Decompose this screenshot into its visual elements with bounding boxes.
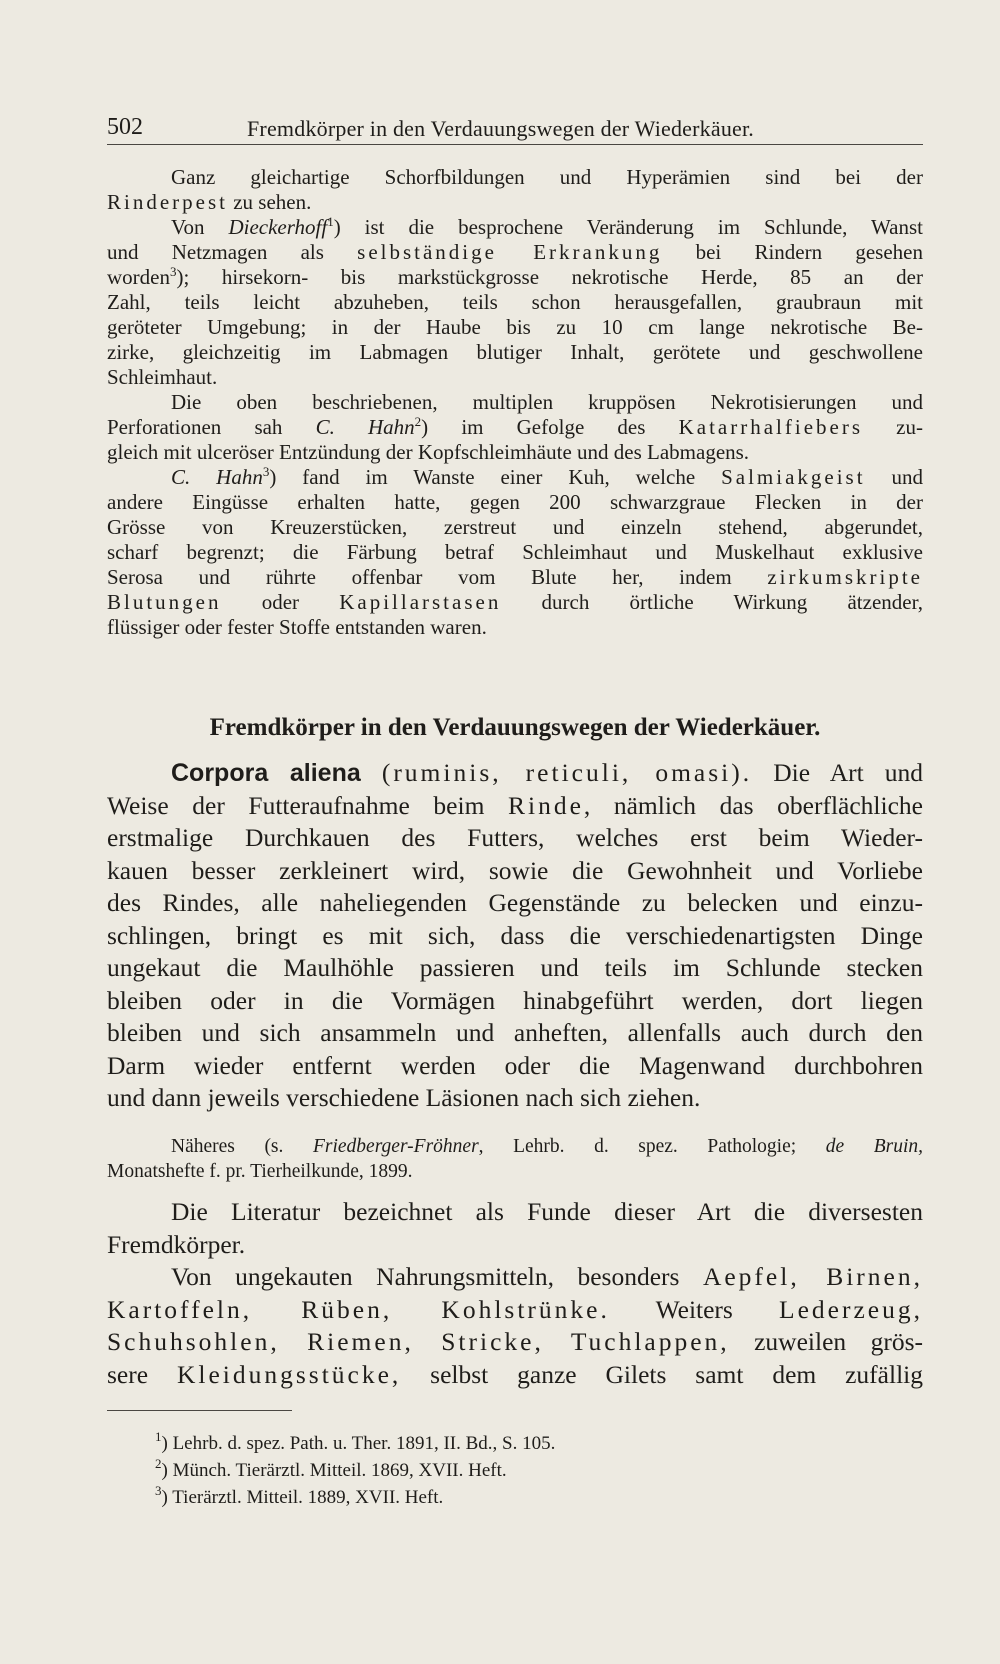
paragraph-line: und Netzmagen als selbständige Erkrankung bei Rindern gesehen	[107, 240, 923, 264]
running-title: Fremdkörper in den Verdauungswegen der Wiederkäuer.	[247, 116, 755, 141]
author-name: C. Hahn	[315, 415, 415, 439]
paragraph-line: Corpora aliena (ruminis, reticuli, omasi). Die Art und	[171, 758, 924, 787]
paragraph-line: bleiben oder in die Vormägen hinabgeführt werden, dort liegen	[107, 985, 923, 1015]
paragraph-line: Serosa und rührte offenbar vom Blute her, indem zirkumskripte	[107, 565, 923, 589]
paragraph-line: C. Hahn$^3$) fand im Wanste einer Kuh, welche Salmiakgeist und	[171, 464, 924, 489]
note-line: Näheres (s. Friedberger-Fröhner, Lehrb. d. spez. Pathologie; de Bruin,	[171, 1136, 923, 1157]
small-print-section	[107, 165, 923, 640]
running-header	[107, 110, 923, 145]
paragraph-line: Zahl, teils leicht abzuheben, teils schon herausgefallen, graubraun mit	[107, 290, 923, 314]
paragraph-line: schlingen, bringt es mit sich, dass die verschiedenartigsten Dinge	[107, 920, 923, 950]
paragraph-line: andere Eingüsse erhalten hatte, gegen 200 schwarzgraue Flecken in der	[107, 490, 923, 514]
paragraph-line: flüssiger oder fester Stoffe entstanden waren.	[107, 615, 487, 639]
paragraph-line: erstmalige Durchkauen des Futters, welches erst beim Wieder-	[107, 823, 923, 852]
footnote: $^1$) Lehrb. d. spez. Path. u. Ther. 1891, II. Bd., S. 105.	[155, 1429, 556, 1454]
paragraph-line: des Rindes, alle naheliegenden Gegenstände zu belecken und einzu-	[107, 888, 923, 917]
section-heading: Fremdkörper in den Verdauungswegen der Wiederkäuer.	[209, 714, 821, 741]
paragraph-line: bleiben und sich ansammeln und anheften, allenfalls auch durch den	[107, 1018, 923, 1047]
paragraph-line: Blutungen oder Kapillarstasen durch örtliche Wirkung ätzender,	[107, 590, 923, 614]
reference-note	[107, 1134, 923, 1184]
paragraph-line: und dann jeweils verschiedene Läsionen nach sich ziehen.	[107, 1083, 701, 1112]
paragraph-line: geröteter Umgebung; in der Haube bis zu 10 cm lange nekrotische Be-	[107, 315, 923, 339]
paragraph-line: Perforationen sah C. Hahn$^2$) im Gefolge des Katarrhalfiebers zu-	[107, 414, 923, 439]
paragraph-line: Ganz gleichartige Schorfbildungen und Hyperämien sind bei der	[171, 165, 923, 189]
paragraph-line: Weise der Futteraufnahme beim Rinde, nämlich das oberflächliche	[107, 790, 923, 820]
paragraph-line: Schleimhaut.	[107, 365, 218, 389]
footnote: $^2$) Münch. Tierärztl. Mitteil. 1869, XVII. Heft.	[155, 1456, 507, 1481]
term-heading: Corpora aliena	[171, 759, 361, 787]
paragraph-line: Darm wieder entfernt werden oder die Magenwand durchbohren	[107, 1050, 923, 1080]
paragraph-line: gleich mit ulceröser Entzündung der Kopfschleimhäute und des Labmagens.	[107, 440, 750, 464]
paragraph-line: zirke, gleichzeitig im Labmagen blutiger Inhalt, gerötete und geschwollene	[107, 340, 923, 364]
paragraph-line: Schuhsohlen, Riemen, Stricke, Tuchlappen, zuweilen grös-	[107, 1327, 923, 1356]
footnotes	[155, 1430, 555, 1511]
paragraph-line: Die oben beschriebenen, multiplen kruppösen Nekrotisierungen und	[171, 390, 923, 414]
author-name: Dieckerhoff	[228, 215, 328, 239]
paragraph-line: scharf begrenzt; die Färbung betraf Schleimhaut und Muskelhaut exklusive	[107, 540, 923, 564]
paragraph-line: Von ungekauten Nahrungsmitteln, besonders Aepfel, Birnen,	[171, 1262, 923, 1291]
paragraph-line: Fremdkörper.	[107, 1229, 246, 1259]
footnote-divider	[107, 1410, 292, 1411]
paragraph-line: Von Dieckerhoff$^1$) ist die besprochene Veränderung im Schlunde, Wanst	[171, 214, 923, 239]
paragraph-line: Grösse von Kreuzerstücken, zerstreut und einzeln stehend, abgerundet,	[107, 515, 923, 539]
paragraph-line: kauen besser zerkleinert wird, sowie die Gewohnheit und Vorliebe	[107, 855, 923, 885]
footnote: $^3$) Tierärztl. Mitteil. 1889, XVII. Heft.	[155, 1483, 444, 1508]
paragraph-line: ungekaut die Maulhöhle passieren und teils im Schlunde stecken	[107, 953, 923, 982]
note-line: Monatshefte f. pr. Tierheilkunde, 1899.	[107, 1161, 413, 1182]
paragraph-line: Die Literatur bezeichnet als Funde dieser Art die diversesten	[171, 1197, 923, 1226]
main-text-section	[107, 757, 923, 1115]
paragraph-line: sere Kleidungsstücke, selbst ganze Gilets samt dem zufällig	[107, 1359, 923, 1389]
page-number: 502	[107, 114, 143, 140]
main-text-continued	[107, 1196, 923, 1391]
paragraph-line: worden$^3$); hirsekorn- bis markstückgrosse nekrotische Herde, 85 an der	[107, 264, 923, 289]
author-name: C. Hahn	[171, 465, 263, 489]
paragraph-line: Rinderpest zu sehen.	[107, 190, 312, 214]
paragraph-line: Kartoffeln, Rüben, Kohlstrünke. Weiters Lederzeug,	[107, 1294, 923, 1324]
